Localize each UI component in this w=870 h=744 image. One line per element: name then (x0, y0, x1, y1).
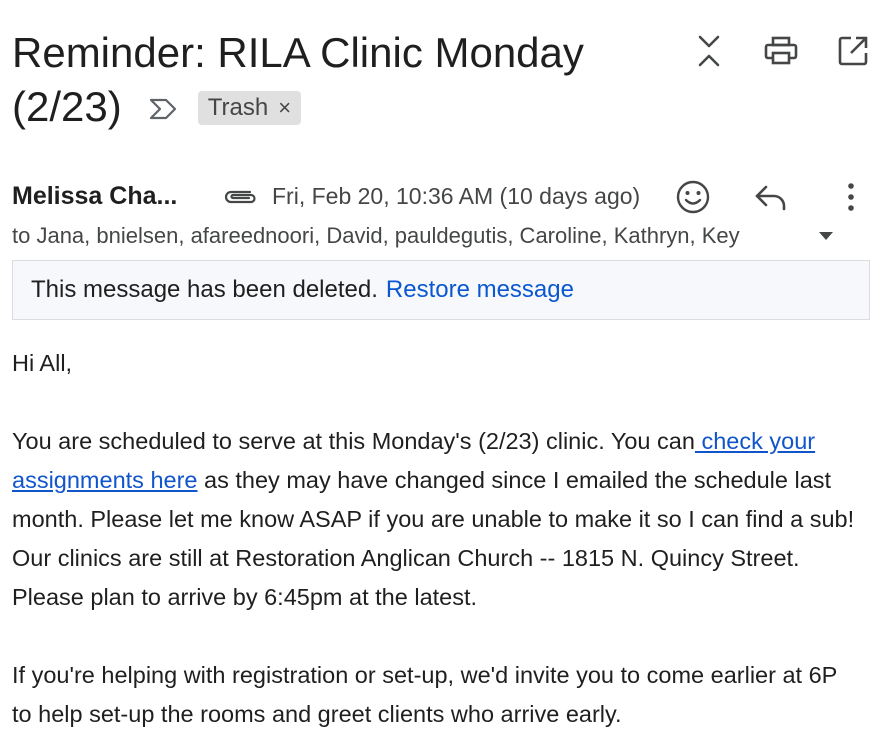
email-subject-area (12, 26, 672, 134)
subject-line-2-row (12, 80, 672, 134)
greeting: Hi All, (12, 350, 73, 376)
reply-icon (754, 183, 788, 211)
deleted-notice-text: This message has been deleted. (31, 276, 378, 303)
sender-name[interactable]: Melissa Cha... (12, 181, 178, 210)
body-paragraph-1 (12, 422, 862, 617)
print-icon (764, 36, 798, 66)
recipients-row (12, 221, 870, 251)
remove-label-button[interactable]: × (278, 95, 292, 120)
show-details-caret-icon[interactable] (814, 224, 838, 248)
trash-label-chip (198, 91, 301, 125)
body-text: as they may have changed since I emailed the schedule last month. Please let me know ASAP if you are unable to make it so I can find a sub! Our clinics are still at Restoration Anglican Church -- 1815 N. Quincy Street. Please plan to arrive by 6:45pm at the latest. (12, 467, 855, 610)
message-header (12, 176, 870, 216)
recipients-list: to Jana, bnielsen, afareednoori, David, pauldegutis, Caroline, Kathryn, Key (12, 223, 740, 248)
deleted-message-banner (12, 260, 870, 320)
thread-actions (690, 30, 870, 72)
email-subject (12, 26, 672, 134)
open-in-new-window-icon (837, 35, 869, 67)
subject-line-1: Reminder: RILA Clinic Monday (12, 29, 584, 76)
body-text: You are scheduled to serve at this Monday's (2/23) clinic. You can (12, 428, 695, 454)
reply-button[interactable] (752, 176, 790, 218)
check-assignments-link[interactable]: check your assignments here (12, 428, 816, 493)
print-button[interactable] (762, 30, 800, 72)
emoji-reaction-icon (675, 179, 711, 215)
more-options-button[interactable] (832, 176, 870, 218)
collapse-all-button[interactable] (690, 30, 728, 72)
add-reaction-button[interactable] (674, 176, 712, 218)
body-paragraph-2: If you're helping with registration or set-up, we'd invite you to come earlier at 6P to help set-up the rooms and greet clients who arrive early. (12, 662, 837, 727)
collapse-all-icon (695, 31, 723, 71)
more-vertical-icon (846, 182, 856, 212)
message-date: Fri, Feb 20, 10:36 AM (10 days ago) (272, 182, 641, 209)
message-body (12, 344, 862, 734)
label-chip-text: Trash (207, 94, 269, 121)
importance-marker-icon[interactable] (148, 96, 180, 122)
subject-line-2: (2/23) (12, 83, 122, 130)
attachment-icon (222, 184, 258, 208)
open-in-new-window-button[interactable] (834, 30, 870, 72)
restore-message-link[interactable]: Restore message (385, 276, 574, 303)
